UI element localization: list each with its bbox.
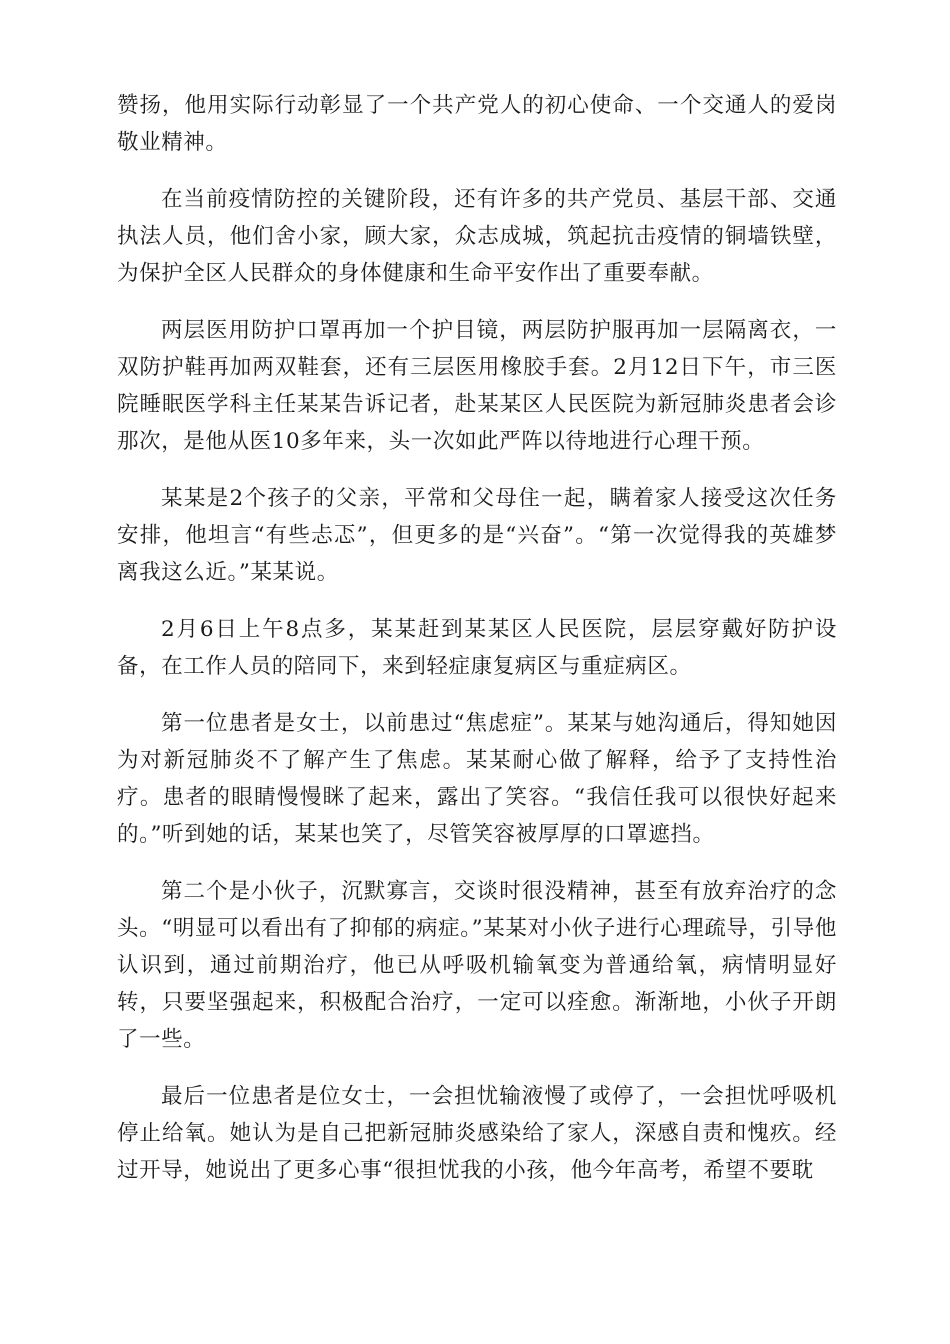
paragraph: 两层医用防护口罩再加一个护目镜，两层防护服再加一层隔离衣，一双防护鞋再加两双鞋套，还有三层医用橡胶手套。2月12日下午，市三医院睡眠医学科主任某某告诉记者，赴某某区人民医院为新冠肺炎患者会诊那次，是他从医10多年来，头一次如此严阵以待地进行心理干预。 [117,318,837,454]
paragraph: 2月6日上午8点多，某某赶到某某区人民医院，层层穿戴好防护设备，在工作人员的陪同下，来到轻症康复病区与重症病区。 [117,617,837,679]
document-body [117,87,837,1209]
paragraph: 第一位患者是女士，以前患过“焦虑症”。某某与她沟通后，得知她因为对新冠肺炎不了解产生了焦虑。某某耐心做了解释，给予了支持性治疗。患者的眼睛慢慢眯了起来，露出了笑容。“我信任我可以很快好起来的。”听到她的话，某某也笑了，尽管笑容被厚厚的口罩遮挡。 [117,711,837,847]
paragraph: 某某是2个孩子的父亲，平常和父母住一起，瞒着家人接受这次任务安排，他坦言“有些忐忑”，但更多的是“兴奋”。“第一次觉得我的英雄梦离我这么近。”某某说。 [117,486,837,585]
paragraph: 赞扬，他用实际行动彰显了一个共产党人的初心使命、一个交通人的爱岗敬业精神。 [117,93,837,155]
paragraph: 在当前疫情防控的关键阶段，还有许多的共产党员、基层干部、交通执法人员，他们舍小家，顾大家，众志成城，筑起抗击疫情的铜墙铁壁，为保护全区人民群众的身体健康和生命平安作出了重要奉献。 [117,187,837,286]
paragraph: 第二个是小伙子，沉默寡言，交谈时很没精神，甚至有放弃治疗的念头。“明显可以看出有了抑郁的病症。”某某对小伙子进行心理疏导，引导他认识到，通过前期治疗，他已从呼吸机输氧变为普通给氧，病情明显好转，只要坚强起来，积极配合治疗，一定可以痊愈。渐渐地，小伙子开朗了一些。 [117,879,837,1052]
paragraph: 最后一位患者是位女士，一会担忧输液慢了或停了，一会担忧呼吸机停止给氧。她认为是自己把新冠肺炎感染给了家人，深感自责和愧疚。经过开导，她说出了更多心事“很担忧我的小孩，他今年高考，希望不要耽 [117,1084,837,1183]
